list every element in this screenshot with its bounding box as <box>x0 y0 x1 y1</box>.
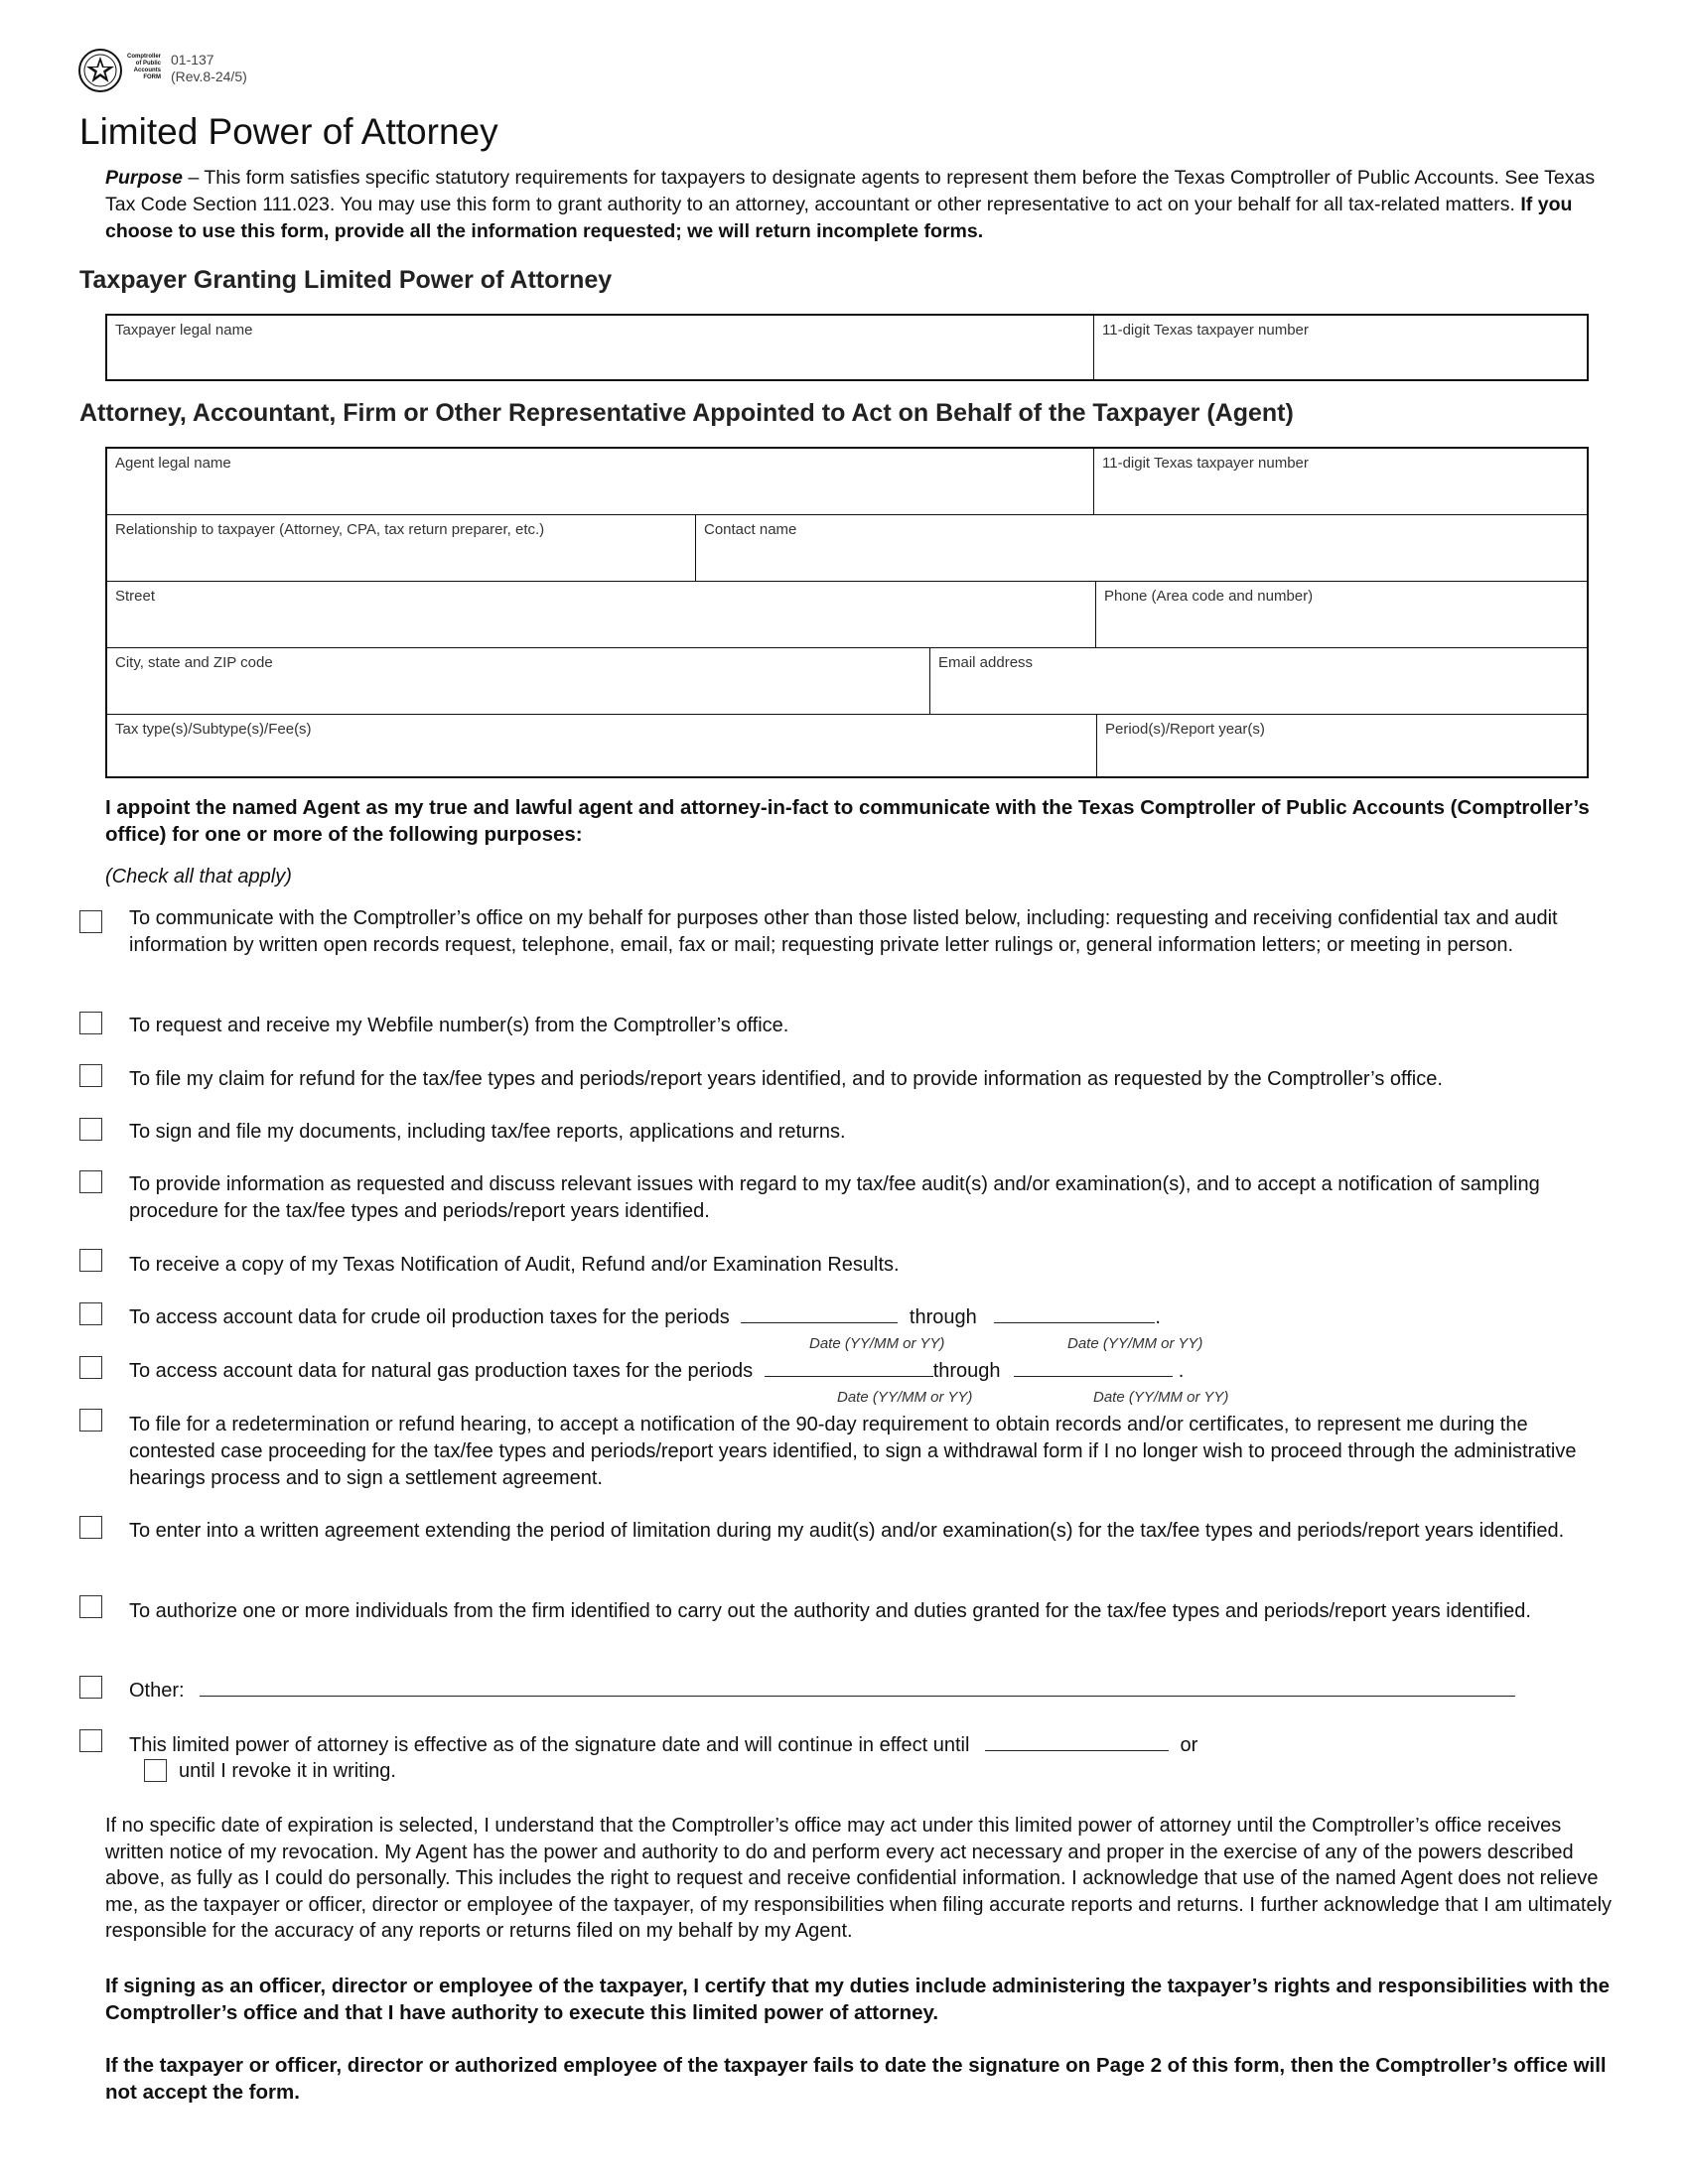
relationship-label: Relationship to taxpayer (Attorney, CPA, tax return preparer, etc.) <box>115 521 545 538</box>
taxpayer-section-heading: Taxpayer Granting Limited Power of Attorney <box>79 266 613 294</box>
other-input-line[interactable] <box>200 1678 1515 1697</box>
checkbox-audit-info[interactable] <box>79 1170 102 1193</box>
signature-date-paragraph: If the taxpayer or officer, director or authorized employee of the taxpayer fails to date the signature on Page 2 of this form, then the Comptroller’s office will not accept the form. <box>105 2054 1607 2104</box>
agent-taxpayer-number-field[interactable] <box>1094 449 1587 514</box>
item-refund: To file my claim for refund for the tax/fee types and periods/report years identified, and to provide information as requested by the Comptroller’s office. <box>129 1068 1443 1090</box>
checkbox-sign-file[interactable] <box>79 1118 102 1141</box>
contact-name-field[interactable] <box>696 515 1587 581</box>
natural-gas-through: through <box>932 1360 1001 1382</box>
checkbox-revoke[interactable] <box>144 1759 167 1782</box>
item-other <box>129 1678 1614 1705</box>
natural-gas-start-caption: Date (YY/MM or YY) <box>837 1389 973 1406</box>
check-all-note: (Check all that apply) <box>105 866 292 887</box>
checkbox-crude-oil[interactable] <box>79 1302 102 1325</box>
item-authorize-individuals: To authorize one or more individuals from the firm identified to carry out the authority and duties granted for the tax/fee types and periods/report years identified. <box>129 1600 1531 1622</box>
form-header <box>77 48 475 97</box>
agent-legal-name-label: Agent legal name <box>115 455 231 472</box>
item-natural-gas <box>129 1358 1614 1385</box>
checkbox-communicate[interactable] <box>79 910 102 933</box>
checkbox-notification-copy[interactable] <box>79 1249 102 1272</box>
natural-gas-start-date[interactable] <box>765 1358 933 1377</box>
phone-label: Phone (Area code and number) <box>1104 588 1314 605</box>
item-revoke: until I revoke it in writing. <box>179 1760 396 1782</box>
item-audit-info: To provide information as requested and discuss relevant issues with regard to my tax/fee audit(s) and/or examination(s), and to accept a notification of sampling procedure for the tax/fee types and periods/report years identified. <box>129 1173 1540 1222</box>
natural-gas-text: To access account data for natural gas production taxes for the periods <box>129 1360 754 1382</box>
form-revision: (Rev.8-24/5) <box>171 68 247 84</box>
item-effective <box>129 1732 1614 1759</box>
item-crude-oil <box>129 1304 1614 1331</box>
contact-name-label: Contact name <box>704 521 797 538</box>
street-field[interactable] <box>107 582 1095 647</box>
checkbox-other[interactable] <box>79 1676 102 1699</box>
purpose-label: Purpose <box>105 167 184 189</box>
taxpayer-box <box>105 314 1589 381</box>
period-field[interactable] <box>1097 715 1587 776</box>
agent-section-heading: Attorney, Accountant, Firm or Other Representative Appointed to Act on Behalf of the Taxpayer (Agent) <box>79 399 1294 427</box>
officer-certification-paragraph: If signing as an officer, director or employee of the taxpayer, I certify that my duties include administering the taxpayer’s rights and responsibilities with the Comptroller’s office and that I have authority to execute this limited power of attorney. <box>105 1975 1611 2024</box>
item-sign-file: To sign and file my documents, including tax/fee reports, applications and returns. <box>129 1121 846 1143</box>
purpose-text: – This form satisfies specific statutory requirements for taxpayers to designate agents to represent them before the Texas Comptroller of Public Accounts. See Texas Tax Code Section 111.023. You may use this form to grant authority to an attorney, accountant or other representative to act on your behalf for all tax-related matters. <box>105 167 1596 215</box>
crude-oil-text: To access account data for crude oil production taxes for the periods <box>129 1306 730 1328</box>
checkbox-webfile[interactable] <box>79 1012 102 1034</box>
other-label: Other: <box>129 1680 185 1702</box>
natural-gas-end-date[interactable] <box>1014 1358 1173 1377</box>
phone-field[interactable] <box>1096 582 1587 647</box>
checkbox-extend-limitation[interactable] <box>79 1516 102 1539</box>
city-label: City, state and ZIP code <box>115 654 273 671</box>
city-state-zip-field[interactable] <box>107 648 929 714</box>
tax-type-field[interactable] <box>107 715 1096 776</box>
email-field[interactable] <box>930 648 1587 714</box>
checkbox-refund[interactable] <box>79 1064 102 1087</box>
purpose-bold: If you choose to use this form, provide all the information requested; we will return incomplete forms. <box>105 194 1573 242</box>
checkbox-natural-gas[interactable] <box>79 1356 102 1379</box>
natural-gas-end-caption: Date (YY/MM or YY) <box>1093 1389 1229 1406</box>
natural-gas-period: . <box>1178 1360 1185 1382</box>
purpose-paragraph <box>105 165 1615 245</box>
crude-oil-through: through <box>909 1306 977 1328</box>
form-number: 01-137 <box>171 52 214 68</box>
relationship-field[interactable] <box>107 515 695 581</box>
checkbox-authorize-individuals[interactable] <box>79 1595 102 1618</box>
crude-oil-start-caption: Date (YY/MM or YY) <box>809 1335 945 1352</box>
checkbox-effective[interactable] <box>79 1729 102 1752</box>
item-communicate: To communicate with the Comptroller’s office on my behalf for purposes other than those listed below, including: requesting and receiving confidential tax and audit information by written open records request, telephone, email, fax or mail; requesting private letter rulings or, general information letters; or meeting in person. <box>129 907 1558 956</box>
page-title: Limited Power of Attorney <box>79 111 498 152</box>
period-label: Period(s)/Report year(s) <box>1105 721 1265 738</box>
appoint-statement: I appoint the named Agent as my true and lawful agent and attorney-in-fact to communicate with the Texas Comptroller of Public Accounts (Comptroller’s office) for one or more of the following purposes: <box>105 796 1590 846</box>
email-label: Email address <box>938 654 1034 671</box>
crude-oil-end-date[interactable] <box>994 1304 1155 1323</box>
comptroller-seal-icon <box>77 48 123 93</box>
expiration-paragraph: If no specific date of expiration is selected, I understand that the Comptroller’s office may act under this limited power of attorney until the Comptroller’s office receives written notice of my revocation. My Agent has the power and authority to do and perform every act necessary and proper in the exercise of any of the powers described above, as fully as I could do personally. This includes the right to request and receive confidential information. I acknowledge that use of the named Agent does not relieve me, as the taxpayer or officer, director or employee of the taxpayer, of my responsibilities when filing accurate reports and returns. I further acknowledge that I am ultimately responsible for the accuracy of any reports or returns filed on my behalf by my Agent. <box>105 1815 1613 1942</box>
form-number-block <box>171 52 247 85</box>
taxpayer-number-label: 11-digit Texas taxpayer number <box>1102 322 1309 339</box>
agent-legal-name-field[interactable] <box>107 449 1093 514</box>
item-notification-copy: To receive a copy of my Texas Notification of Audit, Refund and/or Examination Results. <box>129 1254 900 1276</box>
agent-taxpayer-number-label: 11-digit Texas taxpayer number <box>1102 455 1309 472</box>
crude-oil-start-date[interactable] <box>741 1304 898 1323</box>
effective-text: This limited power of attorney is effective as of the signature date and will continue in effect until <box>129 1734 970 1756</box>
item-redetermination: To file for a redetermination or refund hearing, to accept a notification of the 90-day requirement to obtain records and/or certificates, to represent me during the contested case proceeding for the tax/fee types and periods/report years identified, to sign a withdrawal form if I no longer wish to proceed through the administrative hearings process and to sign a settlement agreement. <box>129 1414 1577 1489</box>
item-webfile: To request and receive my Webfile number(s) from the Comptroller’s office. <box>129 1015 789 1036</box>
crude-oil-period: . <box>1155 1306 1161 1328</box>
effective-or: or <box>1180 1734 1198 1756</box>
taxpayer-legal-name-label: Taxpayer legal name <box>115 322 253 339</box>
taxpayer-number-field[interactable] <box>1094 316 1587 379</box>
street-label: Street <box>115 588 156 605</box>
crude-oil-end-caption: Date (YY/MM or YY) <box>1067 1335 1203 1352</box>
tax-type-label: Tax type(s)/Subtype(s)/Fee(s) <box>115 721 312 738</box>
agent-box <box>105 447 1589 778</box>
item-extend-limitation: To enter into a written agreement extending the period of limitation during my audit(s) and/or examination(s) for the tax/fee types and periods/report years identified. <box>129 1520 1565 1542</box>
effective-until-date[interactable] <box>985 1732 1169 1751</box>
checkbox-redetermination[interactable] <box>79 1409 102 1432</box>
taxpayer-legal-name-field[interactable] <box>107 316 1093 379</box>
seal-text: Comptroller of Public Accounts FORM <box>126 54 161 80</box>
